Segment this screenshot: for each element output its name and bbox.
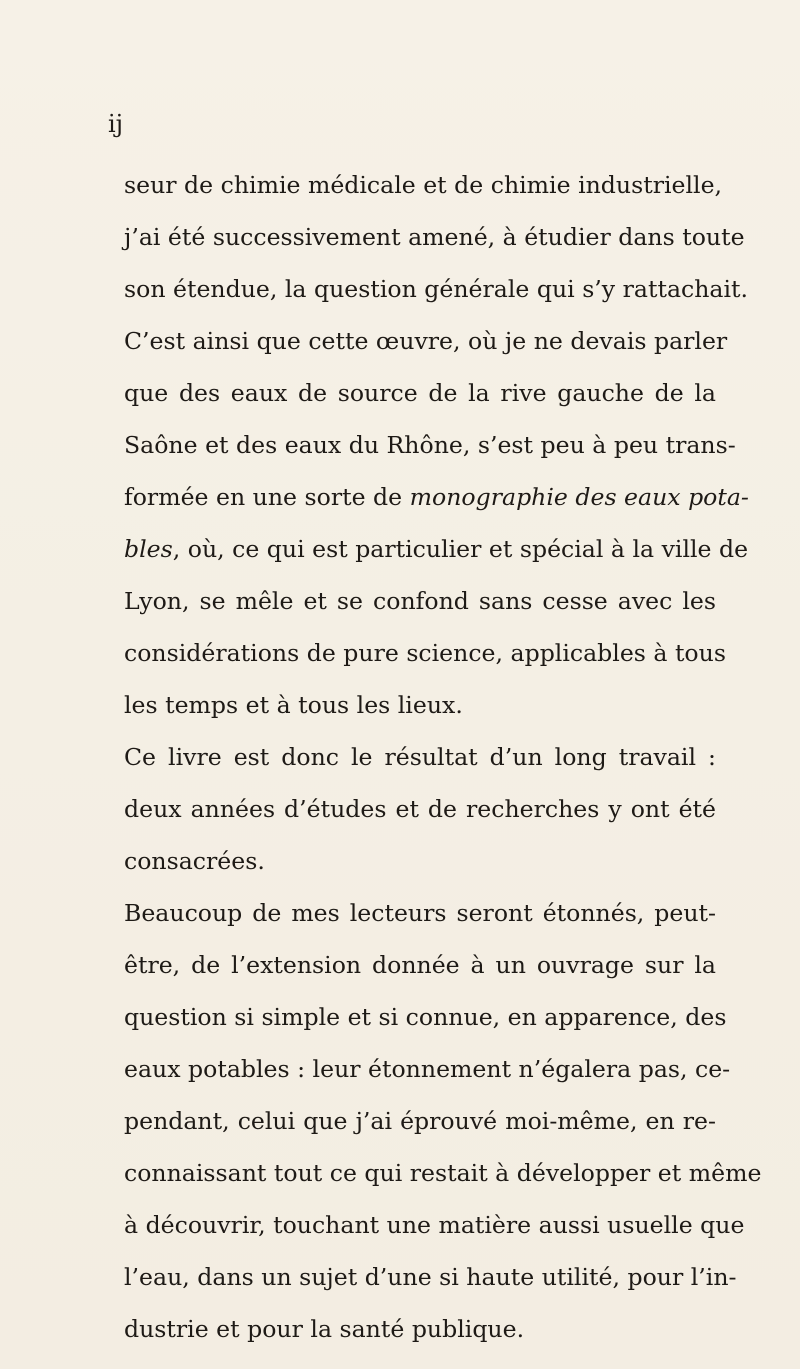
italic-title-segment: bles [124,535,173,563]
text-line: pendant, celui que j’ai éprouvé moi-même, en re- [124,1107,716,1135]
page-number: ij [108,110,124,138]
text-line: Lyon, se mêle et se confond sans cesse avec les [124,587,716,615]
text-line: j’ai été successivement amené, à étudier dans toute [124,223,745,251]
text-line: à découvrir, touchant une matière aussi usuelle que [124,1211,745,1239]
paragraph-start-line: Ce livre est donc le résultat d’un long travail : [124,743,716,771]
text-line: deux années d’études et de recherches y ont été [124,795,716,823]
text-line: consacrées. [124,847,265,875]
text-line: l’eau, dans un sujet d’une si haute utilité, pour l’in- [124,1263,737,1291]
text-line: eaux potables : leur étonnement n’égalera pas, ce- [124,1055,731,1083]
paragraph-start-line: Beaucoup de mes lecteurs seront étonnés, peut- [124,899,716,927]
text-line: son étendue, la question générale qui s’y rattachait. [124,275,749,303]
italic-title-segment: monographie des eaux pota- [409,483,749,511]
text-line: Saône et des eaux du Rhône, s’est peu à peu trans- [124,431,736,459]
text-line-mixed [124,523,749,575]
text-line-mixed [124,471,749,523]
text-segment: formée en une sorte de [124,483,403,511]
text-line: connaissant tout ce qui restait à développer et même [124,1159,762,1187]
text-line: que des eaux de source de la rive gauche de la [124,379,716,407]
text-line: dustrie et pour la santé publique. [124,1315,525,1343]
body-text [124,159,762,1355]
text-line: considérations de pure science, applicables à tous [124,639,726,667]
text-line: question si simple et si connue, en apparence, des [124,1003,727,1031]
text-line: être, de l’extension donnée à un ouvrage sur la [124,951,716,979]
text-line: les temps et à tous les lieux. [124,691,463,719]
text-line: seur de chimie médicale et de chimie industrielle, [124,171,723,199]
text-segment: , où, ce qui est particulier et spécial à la ville de [172,535,749,563]
text-line: C’est ainsi que cette œuvre, où je ne devais parler [124,327,728,355]
